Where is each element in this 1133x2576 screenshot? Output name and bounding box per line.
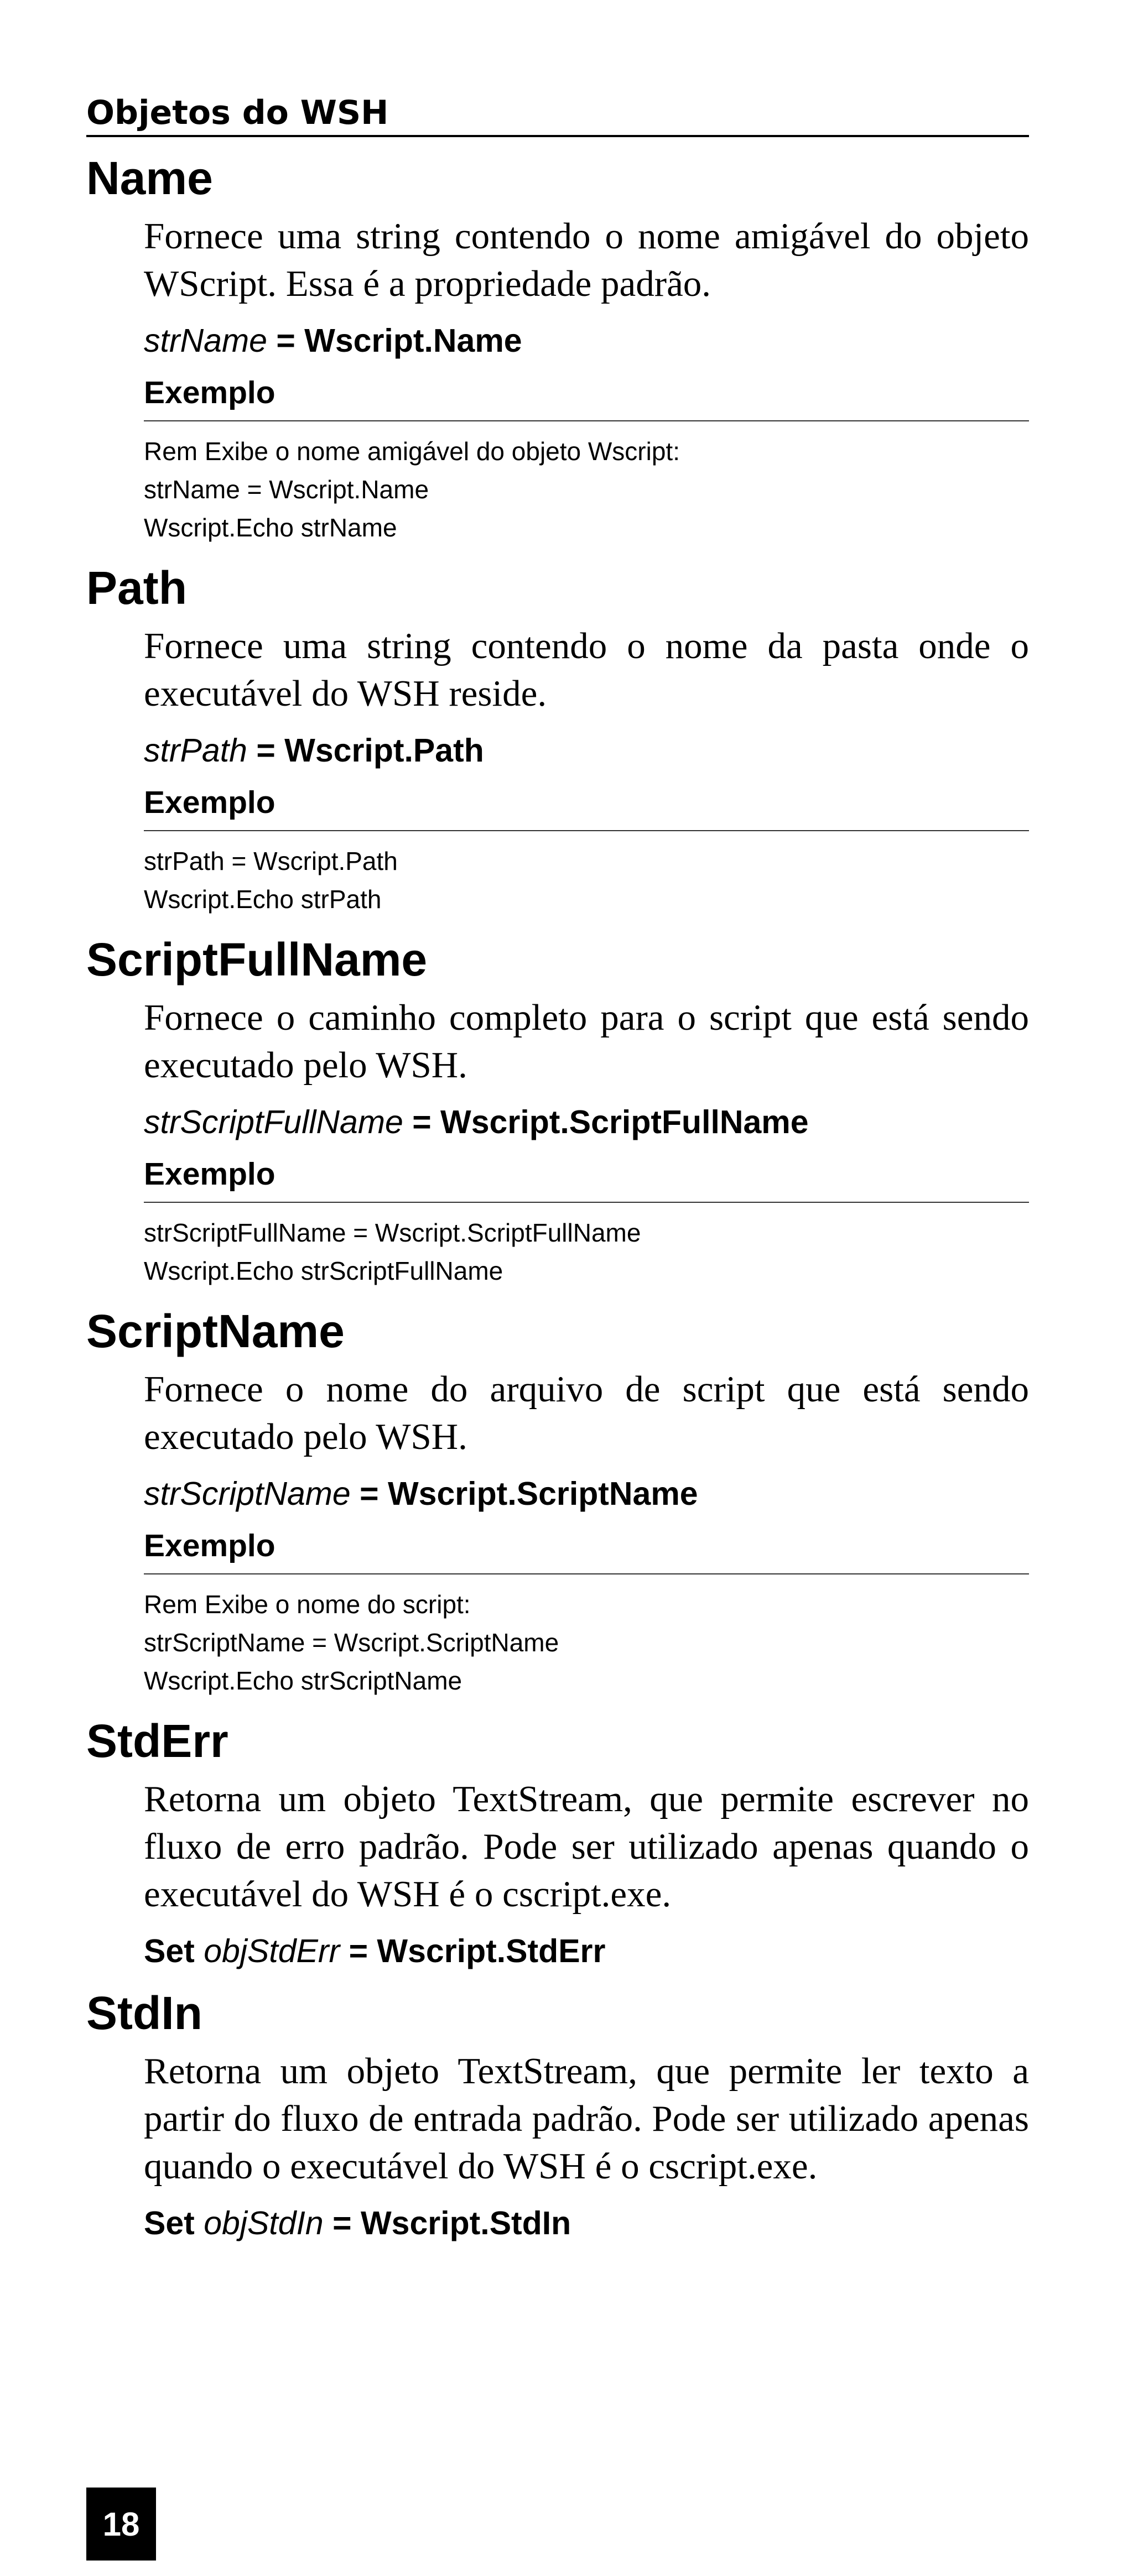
- syntax-variable: strPath: [144, 732, 247, 769]
- code-line: Wscript.Echo strScriptFullName: [144, 1256, 503, 1285]
- page-content: [86, 93, 1029, 2244]
- syntax-expression: = Wscript.ScriptName: [350, 1475, 698, 1512]
- section-name: [86, 150, 1029, 547]
- code-line: strScriptFullName = Wscript.ScriptFullName: [144, 1218, 641, 1247]
- syntax-line: [144, 729, 1029, 771]
- syntax-expression: = Wscript.ScriptFullName: [403, 1104, 809, 1140]
- code-line: strPath = Wscript.Path: [144, 847, 398, 875]
- section-title: StdIn: [86, 1987, 202, 2039]
- code-line: strName = Wscript.Name: [144, 475, 429, 504]
- syntax-variable: strScriptName: [144, 1475, 351, 1512]
- section-scriptname: [86, 1303, 1029, 1700]
- section-stderr: [86, 1713, 1029, 1972]
- section-description: Retorna um objeto TextStream, que permite escrever no fluxo de erro padrão. Pode ser utilizado apenas quando o executável do WSH é o cscript.exe.: [144, 1779, 1029, 1915]
- syntax-variable: objStdErr: [204, 1933, 340, 1969]
- syntax-variable: objStdIn: [204, 2205, 324, 2241]
- example-heading: Exemplo: [144, 1526, 1029, 1574]
- syntax-line: [144, 2202, 1029, 2244]
- page-number: 18: [86, 2488, 156, 2561]
- running-head: Objetos do WSH: [86, 93, 1029, 137]
- section-scriptfullname: [86, 932, 1029, 1290]
- section-description: Fornece uma string contendo o nome amigável do objeto WScript. Essa é a propriedade padrão.: [144, 216, 1029, 304]
- section-title: Path: [86, 562, 188, 614]
- syntax-prefix: Set: [144, 1933, 204, 1969]
- example-code: [144, 1586, 1029, 1700]
- example-heading: Exemplo: [144, 783, 1029, 831]
- syntax-line: [144, 1930, 1029, 1972]
- section-description: Retorna um objeto TextStream, que permite ler texto a partir do fluxo de entrada padrão. Pode ser utilizado apenas quando o executável do WSH é o cscript.exe.: [144, 2051, 1029, 2187]
- section-stdin: [86, 1985, 1029, 2244]
- example-code: [144, 842, 1029, 919]
- section-path: [86, 560, 1029, 919]
- syntax-expression: = Wscript.StdIn: [323, 2205, 571, 2241]
- code-line: strScriptName = Wscript.ScriptName: [144, 1628, 559, 1657]
- syntax-line: [144, 320, 1029, 362]
- syntax-line: [144, 1101, 1029, 1143]
- example-code: [144, 432, 1029, 547]
- section-title: ScriptName: [86, 1305, 345, 1357]
- syntax-expression: = Wscript.Path: [247, 732, 484, 769]
- syntax-prefix: Set: [144, 2205, 204, 2241]
- section-description: Fornece o caminho completo para o script que está sendo executado pelo WSH.: [144, 997, 1029, 1086]
- section-description: Fornece uma string contendo o nome da pasta onde o executável do WSH reside.: [144, 625, 1029, 714]
- syntax-variable: strScriptFullName: [144, 1104, 403, 1140]
- syntax-variable: strName: [144, 322, 267, 359]
- code-line: Wscript.Echo strPath: [144, 885, 382, 914]
- code-line: Rem Exibe o nome do script:: [144, 1590, 471, 1619]
- syntax-line: [144, 1473, 1029, 1515]
- section-title: StdErr: [86, 1715, 228, 1767]
- syntax-expression: = Wscript.Name: [267, 322, 522, 359]
- example-code: [144, 1214, 1029, 1290]
- code-line: Wscript.Echo strScriptName: [144, 1666, 462, 1695]
- example-heading: Exemplo: [144, 373, 1029, 421]
- example-heading: Exemplo: [144, 1154, 1029, 1203]
- code-line: Wscript.Echo strName: [144, 513, 397, 542]
- syntax-expression: = Wscript.StdErr: [340, 1933, 606, 1969]
- section-title: ScriptFullName: [86, 934, 428, 985]
- section-description: Fornece o nome do arquivo de script que está sendo executado pelo WSH.: [144, 1369, 1029, 1457]
- section-title: Name: [86, 152, 213, 204]
- code-line: Rem Exibe o nome amigável do objeto Wscript:: [144, 437, 680, 466]
